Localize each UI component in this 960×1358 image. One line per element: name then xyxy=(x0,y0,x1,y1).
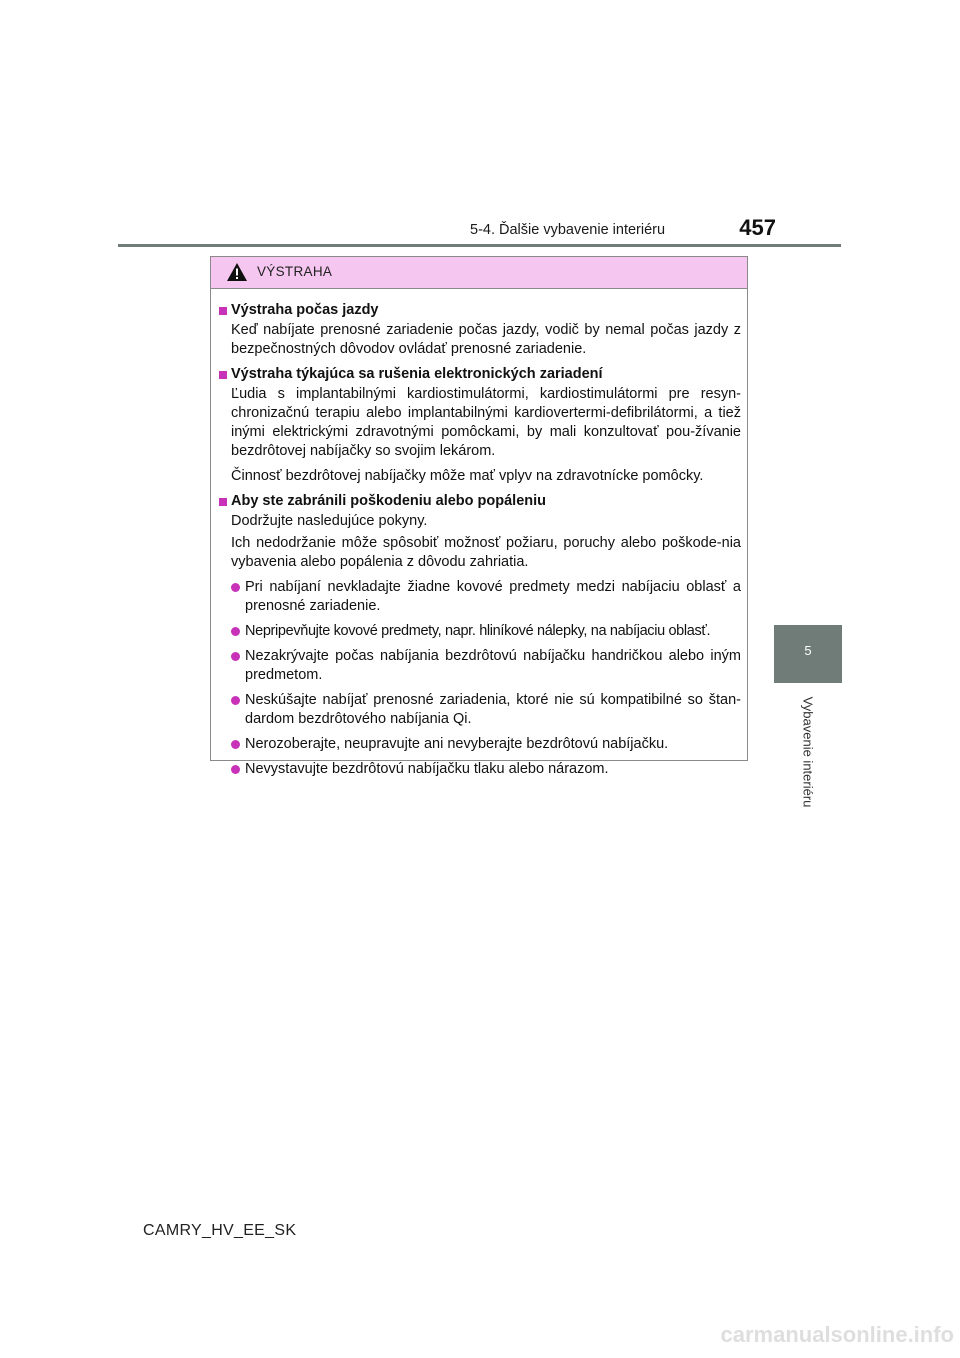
document-code: CAMRY_HV_EE_SK xyxy=(143,1222,297,1239)
section-heading-text: Výstraha počas jazdy xyxy=(231,302,379,318)
list-item xyxy=(219,691,741,729)
section-heading xyxy=(219,301,741,320)
dot-bullet-icon xyxy=(231,627,240,636)
square-bullet-icon xyxy=(219,307,227,315)
list-item-text: Neskúšajte nabíjať prenosné zariadenia, ktoré nie sú kompatibilné so štan-dardom bezdrôtového nabíjania Qi. xyxy=(245,692,741,727)
header-rule xyxy=(118,244,841,247)
warning-triangle-icon xyxy=(226,262,248,282)
square-bullet-icon xyxy=(219,371,227,379)
square-bullet-icon xyxy=(219,498,227,506)
chapter-number: 5 xyxy=(804,643,812,658)
paragraph: Keď nabíjate prenosné zariadenie počas jazdy, vodič by nemal počas jazdy z bezpečnostných dôvodov ovládať prenosné zariadenie. xyxy=(231,322,741,357)
chapter-name: Vybavenie interiéru xyxy=(800,696,816,808)
list-item xyxy=(219,760,741,779)
paragraph: Ľudia s implantabilnými kardiostimulátormi, kardiostimulátormi pre resyn-chronizačnú terapiu alebo implantabilnými kardiovertermi-defibrilátormi, a tiež inými elektrickými zdravotnými pomôckami, by mali konzultovať pou-žívanie bezdrôtovej nabíjačky so svojim lekárom. xyxy=(231,386,741,459)
dot-bullet-icon xyxy=(231,696,240,705)
section-heading xyxy=(219,492,741,511)
chapter-tab xyxy=(774,625,842,683)
list-item xyxy=(219,735,741,754)
warning-body xyxy=(211,289,747,779)
paragraph: Dodržujte nasledujúce pokyny. xyxy=(231,513,428,529)
section-title: 5-4. Ďalšie vybavenie interiéru xyxy=(470,222,666,238)
paragraph: Činnosť bezdrôtovej nabíjačky môže mať vplyv na zdravotnícke pomôcky. xyxy=(231,468,704,484)
warning-title: VÝSTRAHA xyxy=(257,264,333,279)
warning-header xyxy=(211,257,747,289)
list-item-text: Nerozoberajte, neupravujte ani nevyberajte bezdrôtovú nabíjačku. xyxy=(245,736,669,752)
list-item-text: Nezakrývajte počas nabíjania bezdrôtovú nabíjačku handričkou alebo iným predmetom. xyxy=(245,648,741,683)
section-heading xyxy=(219,365,741,384)
list-item xyxy=(219,622,741,641)
dot-bullet-icon xyxy=(231,765,240,774)
dot-bullet-icon xyxy=(231,652,240,661)
section-heading-text: Výstraha týkajúca sa rušenia elektronických zariadení xyxy=(231,366,603,382)
list-item xyxy=(219,578,741,616)
list-item-text: Pri nabíjaní nevkladajte žiadne kovové predmety medzi nabíjaciu oblasť a prenosné zariadenie. xyxy=(245,579,741,614)
dot-bullet-icon xyxy=(231,583,240,592)
page-number: 457 xyxy=(739,215,776,240)
warning-box xyxy=(210,256,748,777)
dot-bullet-icon xyxy=(231,740,240,749)
list-item-text: Nepripevňujte kovové predmety, napr. hliníkové nálepky, na nabíjaciu oblasť. xyxy=(245,623,711,639)
list-item xyxy=(219,647,741,685)
paragraph: Ich nedodržanie môže spôsobiť možnosť požiaru, poruchy alebo poškode-nia vybavenia alebo popálenia z dôvodu zahriatia. xyxy=(231,535,741,570)
watermark: carmanualsonline.info xyxy=(720,1322,954,1347)
section-heading-text: Aby ste zabránili poškodeniu alebo popáleniu xyxy=(231,493,547,509)
list-item-text: Nevystavujte bezdrôtovú nabíjačku tlaku alebo nárazom. xyxy=(245,761,609,777)
